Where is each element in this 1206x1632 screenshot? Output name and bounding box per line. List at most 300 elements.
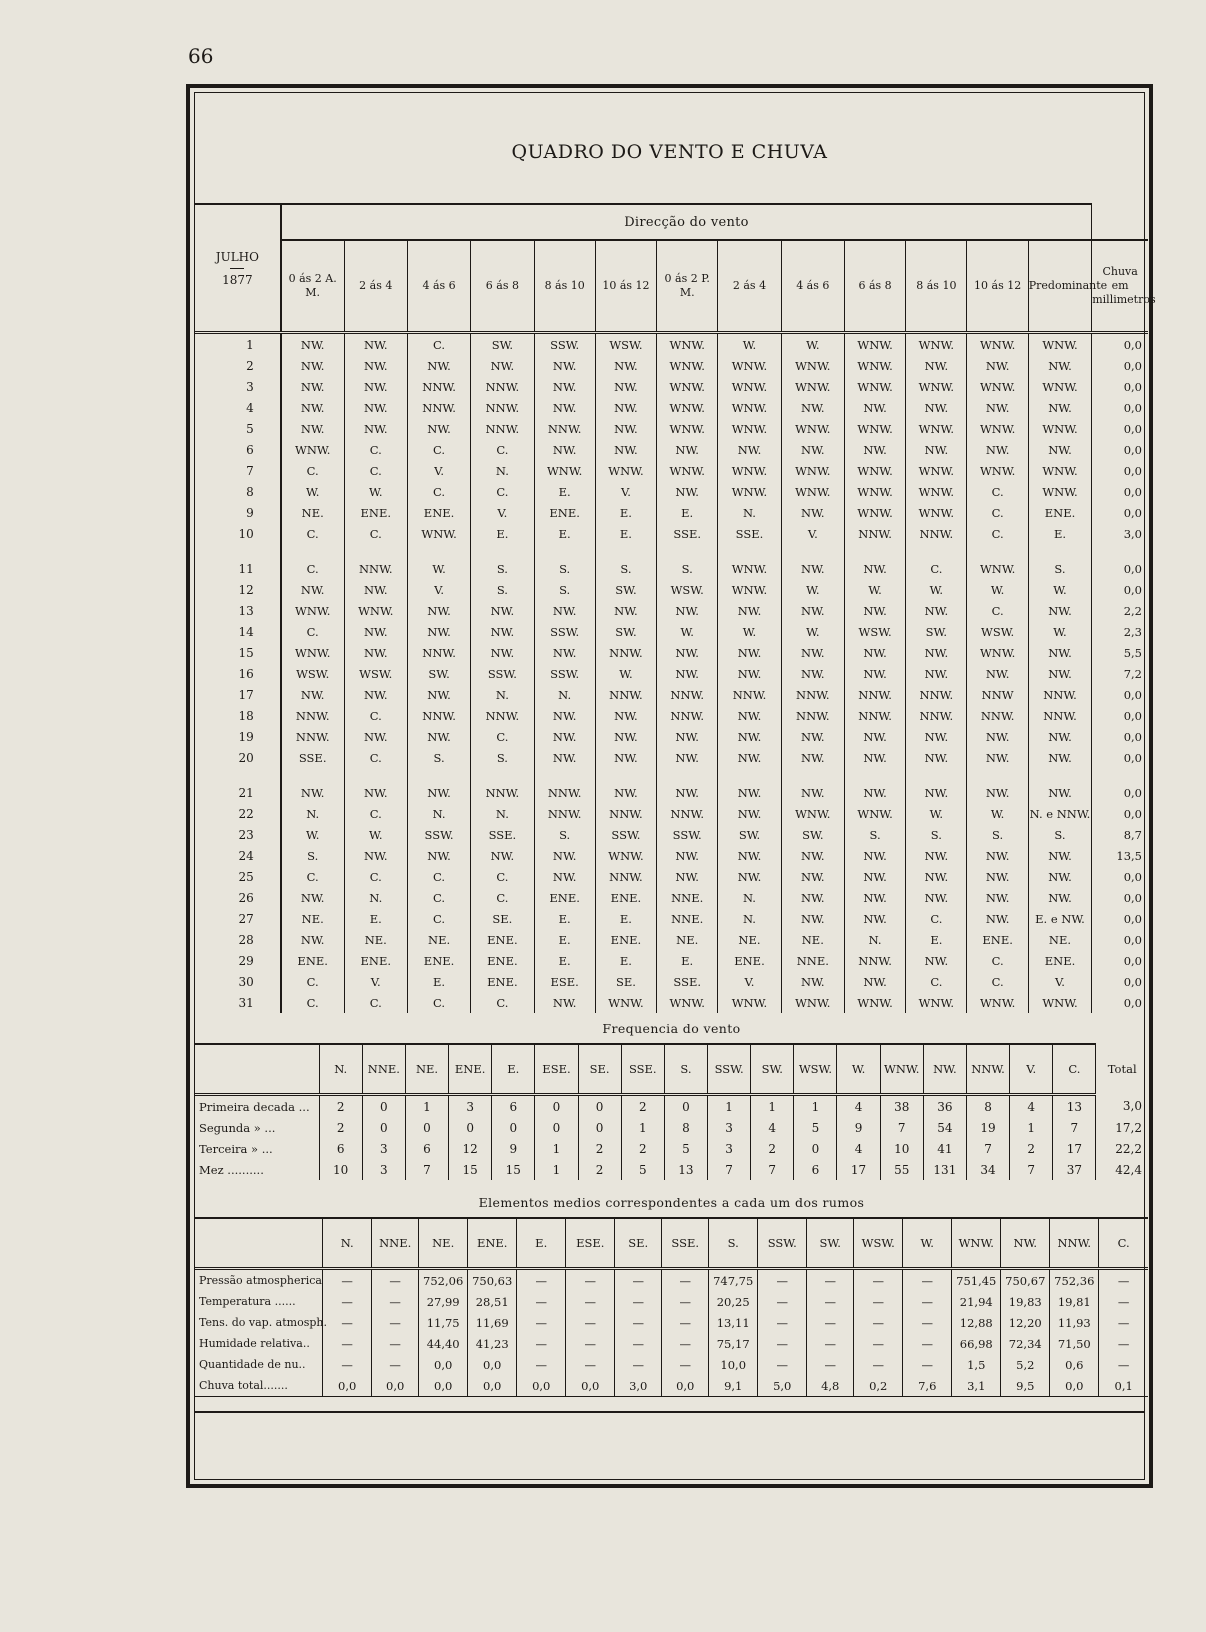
freq-cell: 1 [751, 1095, 794, 1118]
wind-cell: C. [281, 523, 344, 544]
wind-cell: C. [967, 600, 1028, 621]
day-number: 24 [238, 848, 254, 863]
day-number: 16 [238, 666, 254, 681]
elem-cell: 27,99 [419, 1291, 468, 1312]
wind-cell: SW. [595, 621, 656, 642]
freq-cell: 2 [1010, 1138, 1053, 1159]
wind-cell: ENE. [534, 502, 595, 523]
freq-cell: 9 [492, 1138, 535, 1159]
time-header: 2 ás 4 [718, 240, 781, 333]
wind-cell: WNW. [1028, 333, 1091, 356]
wind-cell: SE. [595, 971, 656, 992]
wind-cell: V. [407, 460, 470, 481]
wind-cell: S. [471, 579, 534, 600]
wind-cell: SSW. [595, 824, 656, 845]
freq-cell: 6 [405, 1138, 448, 1159]
freq-row-label: Segunda » ... [199, 1120, 276, 1135]
freq-cell: 8 [966, 1095, 1009, 1118]
freq-direction-header: W. [837, 1044, 880, 1095]
freq-cell: 4 [1010, 1095, 1053, 1118]
elem-cell: — [662, 1312, 709, 1333]
elem-cell: 41,23 [468, 1333, 517, 1354]
freq-cell: 6 [319, 1138, 362, 1159]
wind-cell: WNW. [718, 558, 781, 579]
wind-cell: WNW. [844, 502, 905, 523]
wind-cell: NW. [534, 600, 595, 621]
wind-cell: NNW. [407, 376, 470, 397]
freq-cell: 4 [837, 1138, 880, 1159]
freq-cell: 0 [362, 1117, 405, 1138]
time-header: 8 ás 10 [906, 240, 967, 333]
wind-frequency-table [195, 1043, 1148, 1180]
wind-cell: NW. [281, 782, 344, 803]
freq-cell: 13 [664, 1159, 707, 1180]
wind-cell: E. [595, 950, 656, 971]
wind-cell: WNW. [967, 642, 1028, 663]
day-number: 18 [238, 708, 254, 723]
freq-cell: 8 [664, 1117, 707, 1138]
wind-cell: S. [534, 579, 595, 600]
wind-cell: NW. [534, 642, 595, 663]
wind-cell: C. [471, 439, 534, 460]
elem-direction-header: WSW. [854, 1218, 903, 1269]
table-row [195, 950, 1148, 971]
wind-cell: NW. [718, 642, 781, 663]
gap-cell [195, 768, 281, 782]
wind-cell: NW. [534, 866, 595, 887]
freq-cell: 4 [837, 1095, 880, 1118]
wind-cell: SSW. [657, 824, 718, 845]
wind-cell: SSE. [657, 971, 718, 992]
elem-cell: 3,1 [952, 1375, 1001, 1397]
wind-cell: WNW. [657, 397, 718, 418]
elem-cell: 12,20 [1001, 1312, 1050, 1333]
freq-direction-header: SSW. [708, 1044, 751, 1095]
elem-cell: — [323, 1333, 372, 1354]
table-row [195, 803, 1148, 824]
freq-cell: 1 [535, 1159, 578, 1180]
gap-cell [1028, 768, 1091, 782]
wind-cell: S. [657, 558, 718, 579]
elem-cell: 1,5 [952, 1354, 1001, 1375]
frequency-title: Frequencia do vento [602, 1021, 741, 1036]
wind-cell: NW. [344, 684, 407, 705]
gap-cell [407, 768, 470, 782]
wind-cell: NNW. [906, 705, 967, 726]
wind-cell: NW. [718, 845, 781, 866]
elem-cell: — [854, 1291, 903, 1312]
wind-cell: N. [844, 929, 905, 950]
rain-cell: 0,0 [1092, 782, 1148, 803]
wind-cell: W. [781, 333, 844, 356]
wind-cell: ENE. [595, 887, 656, 908]
wind-cell: NW. [781, 887, 844, 908]
day-number: 5 [246, 421, 254, 436]
day-number: 3 [246, 379, 254, 394]
rain-cell: 0,0 [1092, 803, 1148, 824]
wind-cell: ENE. [407, 950, 470, 971]
day-number: 17 [238, 687, 254, 702]
rain-cell: 2,3 [1092, 621, 1148, 642]
elem-cell: — [566, 1291, 615, 1312]
wind-cell: SE. [471, 908, 534, 929]
freq-cell: 1 [621, 1117, 664, 1138]
wind-cell: C. [471, 887, 534, 908]
elements-title: Elementos medios correspondentes a cada um dos rumos [478, 1195, 865, 1210]
wind-cell: W. [281, 481, 344, 502]
freq-cell: 12 [449, 1138, 492, 1159]
wind-cell: NW. [718, 600, 781, 621]
table-row [195, 684, 1148, 705]
wind-cell: NW. [718, 803, 781, 824]
day-number: 27 [238, 911, 254, 926]
gap-cell [344, 544, 407, 558]
elem-cell: — [758, 1312, 807, 1333]
gap-cell [967, 768, 1028, 782]
day-number: 19 [238, 729, 254, 744]
freq-cell: 7 [1010, 1159, 1053, 1180]
wind-cell: NW. [1028, 663, 1091, 684]
freq-cell: 15 [492, 1159, 535, 1180]
elem-cell: — [323, 1312, 372, 1333]
month-label: JULHO [215, 249, 259, 264]
table-row [195, 439, 1148, 460]
elem-cell: — [517, 1269, 566, 1292]
wind-cell: NW. [407, 355, 470, 376]
wind-cell: NW. [967, 782, 1028, 803]
rain-cell: 0,0 [1092, 333, 1148, 356]
wind-cell: NW. [281, 397, 344, 418]
freq-direction-header: WNW. [880, 1044, 923, 1095]
freq-cell: 2 [578, 1159, 621, 1180]
wind-cell: SW. [471, 333, 534, 356]
wind-cell: WNW. [781, 376, 844, 397]
freq-cell: 7 [751, 1159, 794, 1180]
elem-cell: — [323, 1269, 372, 1292]
wind-cell: NW. [906, 845, 967, 866]
wind-cell: W. [967, 579, 1028, 600]
wind-cell: NW. [967, 439, 1028, 460]
wind-cell: S. [595, 558, 656, 579]
wind-cell: NW. [906, 663, 967, 684]
table-frame-inner [194, 92, 1156, 1480]
wind-cell: W. [967, 803, 1028, 824]
freq-cell: 1 [405, 1095, 448, 1118]
elem-cell: — [372, 1333, 419, 1354]
wind-cell: WNW. [906, 418, 967, 439]
wind-cell: W. [407, 558, 470, 579]
day-number: 25 [238, 869, 254, 884]
rain-cell: 0,0 [1092, 950, 1148, 971]
wind-cell: NW. [844, 397, 905, 418]
wind-cell: NW. [781, 663, 844, 684]
time-header: 6 ás 8 [844, 240, 905, 333]
day-number: 29 [238, 953, 254, 968]
gap-cell [718, 768, 781, 782]
wind-cell: C. [407, 866, 470, 887]
wind-cell: W. [844, 579, 905, 600]
elem-cell: — [372, 1312, 419, 1333]
wind-cell: NW. [967, 866, 1028, 887]
freq-cell: 10 [880, 1138, 923, 1159]
wind-cell: NW. [344, 333, 407, 356]
wind-cell: NW. [781, 642, 844, 663]
rain-cell: 8,7 [1092, 824, 1148, 845]
elem-cell: 750,67 [1001, 1269, 1050, 1292]
wind-cell: NW. [844, 887, 905, 908]
elem-cell: — [758, 1269, 807, 1292]
wind-cell: WNW. [595, 845, 656, 866]
elem-direction-header: SE. [615, 1218, 662, 1269]
table-row [195, 642, 1148, 663]
wind-cell: NW. [281, 355, 344, 376]
wind-cell: C. [281, 460, 344, 481]
wind-cell: E. [595, 523, 656, 544]
elem-cell: — [854, 1269, 903, 1292]
elem-cell: — [517, 1312, 566, 1333]
table-row [195, 523, 1148, 544]
wind-cell: ENE. [344, 950, 407, 971]
wind-cell: NW. [595, 397, 656, 418]
wind-cell: WNW. [595, 460, 656, 481]
gap-cell [595, 768, 656, 782]
freq-cell: 4 [751, 1117, 794, 1138]
wind-cell: C. [967, 950, 1028, 971]
wind-cell: NW. [1028, 439, 1091, 460]
elem-cell: 5,2 [1001, 1354, 1050, 1375]
wind-cell: S. [967, 824, 1028, 845]
wind-cell: N. [718, 908, 781, 929]
elem-cell: 11,69 [468, 1312, 517, 1333]
freq-cell: 34 [966, 1159, 1009, 1180]
page-title: QUADRO DO VENTO E CHUVA [511, 141, 828, 163]
wind-cell: NW. [781, 782, 844, 803]
wind-cell: NW. [407, 621, 470, 642]
elem-cell: — [615, 1312, 662, 1333]
wind-cell: NW. [967, 908, 1028, 929]
elem-cell: 0,0 [517, 1375, 566, 1397]
rain-cell: 7,2 [1092, 663, 1148, 684]
freq-cell: 7 [1053, 1117, 1096, 1138]
time-header: 4 ás 6 [781, 240, 844, 333]
wind-cell: C. [344, 460, 407, 481]
day-number: 14 [238, 624, 254, 639]
wind-cell: N. [471, 684, 534, 705]
wind-cell: S. [471, 747, 534, 768]
wind-cell: WNW. [906, 992, 967, 1013]
wind-cell: NW. [781, 971, 844, 992]
wind-cell: SSW. [471, 663, 534, 684]
gap-cell [1092, 544, 1148, 558]
wind-cell: C. [344, 705, 407, 726]
table-row [195, 1159, 1148, 1180]
freq-cell: 2 [578, 1138, 621, 1159]
elem-cell: 4,8 [807, 1375, 854, 1397]
table-row [195, 418, 1148, 439]
wind-cell: NW. [595, 747, 656, 768]
wind-cell: WNW. [781, 355, 844, 376]
wind-cell: NW. [657, 642, 718, 663]
table-row [195, 1117, 1148, 1138]
wind-cell: NW. [657, 747, 718, 768]
wind-cell: NNW. [471, 418, 534, 439]
wind-cell: NW. [534, 397, 595, 418]
wind-cell: NW. [781, 726, 844, 747]
month-year-header [195, 204, 281, 333]
freq-cell: 1 [794, 1095, 837, 1118]
wind-cell: C. [967, 502, 1028, 523]
wind-cell: NW. [906, 439, 967, 460]
gap-cell [657, 768, 718, 782]
gap-cell [718, 544, 781, 558]
wind-cell: C. [967, 481, 1028, 502]
wind-cell: NW. [906, 782, 967, 803]
wind-cell: NNW [967, 684, 1028, 705]
elem-row-label: Temperatura ...... [199, 1295, 296, 1308]
freq-direction-header: SSE. [621, 1044, 664, 1095]
wind-cell: NW. [407, 726, 470, 747]
wind-cell: NNW. [657, 803, 718, 824]
wind-cell: ESE. [534, 971, 595, 992]
elem-direction-header: N. [323, 1218, 372, 1269]
freq-cell: 36 [923, 1095, 966, 1118]
freq-cell: 5 [794, 1117, 837, 1138]
freq-cell: 13 [1053, 1095, 1096, 1118]
elem-cell: — [758, 1354, 807, 1375]
freq-cell: 1 [708, 1095, 751, 1118]
wind-cell: NW. [967, 355, 1028, 376]
rain-cell: 0,0 [1092, 726, 1148, 747]
day-number: 26 [238, 890, 254, 905]
wind-cell: NW. [844, 558, 905, 579]
wind-cell: ENE. [534, 887, 595, 908]
wind-cell: NNW. [595, 803, 656, 824]
table-row [195, 1333, 1148, 1354]
wind-cell: ENE. [407, 502, 470, 523]
wind-cell: E. [595, 908, 656, 929]
elem-direction-header: SSW. [758, 1218, 807, 1269]
wind-cell: NW. [1028, 642, 1091, 663]
gap-cell [781, 768, 844, 782]
wind-cell: S. [1028, 824, 1091, 845]
time-header: 0 ás 2 P. M. [657, 240, 718, 333]
table-row [195, 621, 1148, 642]
wind-cell: ENE. [281, 950, 344, 971]
table-row [195, 460, 1148, 481]
table-row [195, 845, 1148, 866]
wind-cell: WNW. [1028, 418, 1091, 439]
elem-cell: — [807, 1312, 854, 1333]
elem-cell: — [566, 1312, 615, 1333]
wind-cell: NW. [281, 376, 344, 397]
table-frame [186, 84, 1156, 1488]
wind-cell: C. [344, 439, 407, 460]
wind-cell: NW. [906, 866, 967, 887]
elem-cell: — [662, 1291, 709, 1312]
elem-cell: 752,36 [1050, 1269, 1099, 1292]
wind-cell: WNW. [906, 481, 967, 502]
wind-cell: NW. [534, 705, 595, 726]
wind-cell: NW. [844, 782, 905, 803]
wind-cell: N. [534, 684, 595, 705]
freq-cell: 3 [362, 1159, 405, 1180]
wind-cell: S. [281, 845, 344, 866]
elem-cell: — [517, 1333, 566, 1354]
elem-cell: — [807, 1269, 854, 1292]
time-header: 10 ás 12 [967, 240, 1028, 333]
elem-cell: — [323, 1291, 372, 1312]
wind-cell: E. [534, 523, 595, 544]
wind-cell: NW. [471, 600, 534, 621]
elem-direction-header: W. [903, 1218, 952, 1269]
wind-cell: NW. [407, 418, 470, 439]
elem-cell: 28,51 [468, 1291, 517, 1312]
table-row [195, 600, 1148, 621]
wind-cell: NW. [844, 866, 905, 887]
wind-cell: NW. [844, 845, 905, 866]
freq-cell: 0 [449, 1117, 492, 1138]
wind-cell: WNW. [281, 439, 344, 460]
wind-cell: NW. [595, 705, 656, 726]
elem-cell: 0,0 [372, 1375, 419, 1397]
freq-cell: 0 [405, 1117, 448, 1138]
year-label: 1877 [222, 272, 253, 287]
table-row [195, 887, 1148, 908]
wind-cell: E. [657, 502, 718, 523]
freq-cell: 0 [492, 1117, 535, 1138]
elem-cell: — [662, 1269, 709, 1292]
wind-cell: E. [1028, 523, 1091, 544]
wind-cell: WNW. [718, 481, 781, 502]
wind-cell: NW. [534, 992, 595, 1013]
rain-cell: 0,0 [1092, 887, 1148, 908]
elem-cell: — [566, 1354, 615, 1375]
wind-cell: NW. [844, 971, 905, 992]
freq-cell: 38 [880, 1095, 923, 1118]
wind-cell: V. [407, 579, 470, 600]
wind-cell: S. [906, 824, 967, 845]
freq-cell: 15 [449, 1159, 492, 1180]
wind-cell: NW. [534, 355, 595, 376]
wind-cell: N. [344, 887, 407, 908]
table-row [195, 929, 1148, 950]
wind-cell: NW. [844, 642, 905, 663]
wind-cell: NW. [595, 376, 656, 397]
wind-cell: NW. [844, 747, 905, 768]
rain-cell: 0,0 [1092, 355, 1148, 376]
wind-cell: WNW. [781, 992, 844, 1013]
table-row [195, 726, 1148, 747]
wind-cell: ENE. [967, 929, 1028, 950]
table-row [195, 481, 1148, 502]
wind-cell: NW. [595, 418, 656, 439]
elem-cell: — [903, 1333, 952, 1354]
gap-cell [407, 544, 470, 558]
table-row [195, 1138, 1148, 1159]
freq-direction-header: C. [1053, 1044, 1096, 1095]
wind-cell: E. [344, 908, 407, 929]
elem-cell: — [662, 1333, 709, 1354]
day-number: 2 [246, 358, 254, 373]
wind-cell: NNE. [781, 950, 844, 971]
rain-cell: 0,0 [1092, 866, 1148, 887]
page-number: 66 [188, 44, 214, 68]
wind-cell: N. [471, 803, 534, 824]
wind-cell: WNW. [1028, 376, 1091, 397]
table-row [195, 397, 1148, 418]
wind-cell: NNW. [1028, 684, 1091, 705]
gap-cell [657, 544, 718, 558]
